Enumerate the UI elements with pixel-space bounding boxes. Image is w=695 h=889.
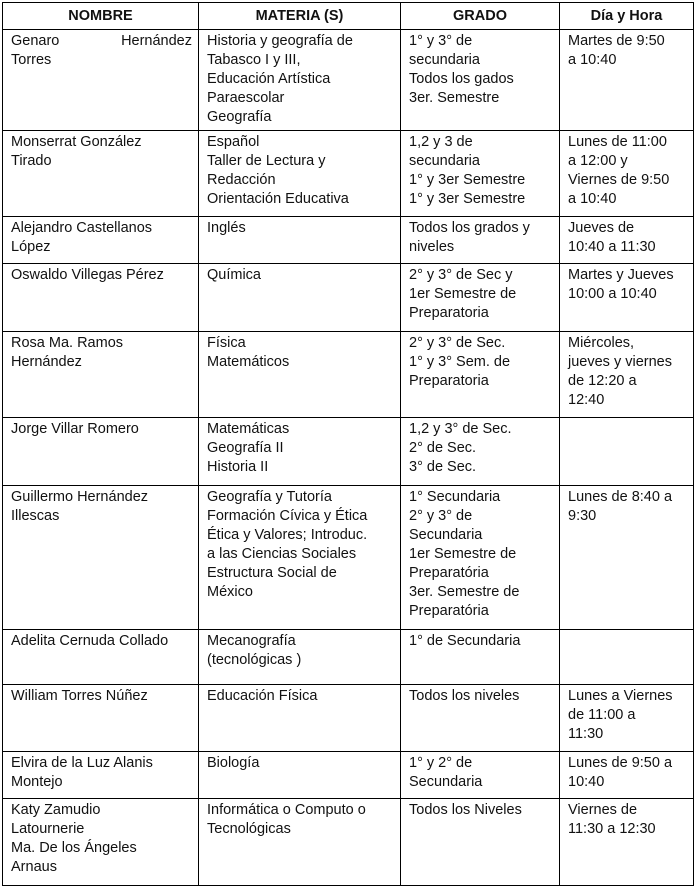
header-dia-hora: Día y Hora [560, 3, 694, 30]
grado-line: Preparatória [409, 602, 489, 619]
cell-nombre [3, 752, 199, 799]
grado-line: 2° y 3° de Sec. [409, 334, 506, 351]
grado-line: 2° y 3° de Sec y [409, 267, 513, 284]
materia-line: (tecnológicas ) [207, 652, 302, 669]
grado-line: 1° y 2° de [409, 755, 473, 772]
hora-line: 10:40 a 11:30 [568, 239, 656, 256]
cell-materia [199, 485, 401, 630]
nombre-line: Tirado [11, 152, 52, 169]
grado-line: 2° y 3° de [409, 507, 473, 524]
nombre-line: William Torres Núñez [11, 687, 148, 704]
hora-line: 11:30 a 12:30 [568, 821, 656, 838]
hora-line: 9:30 [568, 507, 597, 524]
grado-line: Secundaria [409, 774, 483, 791]
hora-line: de 11:00 a [568, 706, 636, 723]
cell-materia [199, 331, 401, 418]
grado-line: niveles [409, 239, 455, 256]
materia-line: Tabasco I y III, [207, 52, 301, 68]
materia-line: Formación Cívica y Ética [207, 507, 368, 524]
grado-line: 3er. Semestre de [409, 583, 520, 600]
nombre-line: López [11, 239, 51, 256]
grado-line: 1° y 3° Sem. de [409, 353, 511, 370]
nombre-line: Torres [11, 52, 52, 68]
table-row [3, 30, 694, 131]
nombre-line: Hernández [11, 353, 82, 370]
cell-grado [401, 485, 560, 630]
materia-line: Orientación Educativa [207, 190, 349, 207]
hora-line: de 12:20 a [568, 372, 637, 389]
hora-line: Viernes de [568, 802, 638, 819]
materia-line: Informática o Computo o [207, 802, 366, 819]
materia-line: Redacción [207, 171, 276, 188]
hora-line: Miércoles, [568, 334, 635, 351]
cell-materia [199, 684, 401, 751]
materia-line: Inglés [207, 220, 246, 237]
cell-nombre [3, 418, 199, 485]
hora-line: Martes de 9:50 [568, 33, 665, 49]
header-nombre: NOMBRE [3, 3, 199, 30]
grado-line: 2° de Sec. [409, 440, 477, 457]
cell-grado [401, 799, 560, 886]
cell-grado [401, 418, 560, 485]
cell-hora [560, 331, 694, 418]
hora-line: Jueves de [568, 220, 635, 237]
grado-line: Todos los Niveles [409, 802, 522, 819]
materia-line: Geografía [207, 109, 272, 125]
grado-line: Todos los grados y [409, 220, 530, 237]
nombre-line: Monserrat González [11, 133, 142, 150]
grado-line: 1er Semestre de [409, 545, 517, 562]
hora-line: 10:40 [568, 774, 605, 791]
grado-line: Preparatória [409, 564, 489, 581]
materia-line: Educación Física [207, 687, 318, 704]
grado-line: 1er Semestre de [409, 286, 517, 303]
grado-line: 1° y 3er Semestre [409, 190, 526, 207]
cell-materia [199, 752, 401, 799]
cell-nombre [3, 264, 199, 331]
grado-line: secundaria [409, 152, 480, 169]
cell-hora [560, 217, 694, 264]
cell-grado [401, 752, 560, 799]
cell-hora [560, 418, 694, 485]
cell-nombre [3, 485, 199, 630]
nombre-line: Latournerie [11, 821, 85, 838]
grado-line: secundaria [409, 52, 480, 68]
materia-line: Matemáticos [207, 353, 290, 370]
materia-line: a las Ciencias Sociales [207, 545, 357, 562]
materia-line: Historia II [207, 459, 269, 476]
hora-line: 11:30 [568, 725, 604, 742]
grado-line: Preparatoria [409, 305, 489, 322]
materia-line: Mecanografía [207, 633, 296, 650]
grado-line: 3° de Sec. [409, 459, 477, 476]
nombre-line: Montejo [11, 774, 63, 791]
cell-hora [560, 752, 694, 799]
nombre-line: Rosa Ma. Ramos [11, 334, 124, 351]
cell-grado [401, 264, 560, 331]
table-row [3, 799, 694, 886]
nombre-line: Jorge Villar Romero [11, 421, 139, 438]
cell-nombre [3, 30, 199, 131]
cell-grado [401, 130, 560, 217]
materia-line: Español [207, 133, 260, 150]
grado-line: 1,2 y 3 de [409, 133, 473, 150]
cell-nombre [3, 130, 199, 217]
nombre-line: Guillermo Hernández [11, 488, 149, 505]
cell-materia [199, 30, 401, 131]
cell-hora [560, 684, 694, 751]
nombre-line: Genaro Hernández [11, 33, 192, 49]
nombre-line: Illescas [11, 507, 60, 524]
table-header [3, 3, 694, 30]
table-row [3, 418, 694, 485]
materia-line: México [207, 583, 253, 600]
cell-nombre [3, 217, 199, 264]
cell-materia [199, 130, 401, 217]
materia-line: Historia y geografía de [207, 33, 353, 49]
cell-materia [199, 799, 401, 886]
grado-line: Preparatoria [409, 372, 489, 389]
grado-line: 1° y 3er Semestre [409, 171, 526, 188]
nombre-line: Ma. De los Ángeles [11, 840, 137, 857]
hora-line: Martes y Jueves [568, 267, 674, 284]
nombre-line: Oswaldo Villegas Pérez [11, 267, 164, 284]
hora-line: Viernes de 9:50 [568, 171, 670, 188]
materia-line: Tecnológicas [207, 821, 291, 838]
cell-nombre [3, 799, 199, 886]
cell-nombre [3, 630, 199, 684]
materia-line: Biología [207, 755, 260, 772]
table-row [3, 485, 694, 630]
grado-line: 1° de Secundaria [409, 633, 521, 650]
materia-line: Paraescolar [207, 90, 285, 106]
grado-line: 3er. Semestre [409, 90, 500, 106]
table-row [3, 130, 694, 217]
hora-line: a 10:40 [568, 190, 617, 207]
hora-line: Lunes de 8:40 a [568, 488, 673, 505]
grado-line: 1° Secundaria [409, 488, 501, 505]
cell-grado [401, 30, 560, 131]
grado-line: Todos los gados [409, 71, 514, 87]
header-grado: GRADO [401, 3, 560, 30]
cell-materia [199, 264, 401, 331]
hora-line: a 10:40 [568, 52, 617, 68]
materia-line: Geografía y Tutoría [207, 488, 332, 505]
nombre-line: Adelita Cernuda Collado [11, 633, 169, 650]
table-row [3, 264, 694, 331]
cell-materia [199, 418, 401, 485]
hora-line: 10:00 a 10:40 [568, 286, 657, 303]
cell-hora [560, 799, 694, 886]
grado-line: Secundaria [409, 526, 483, 543]
table-row [3, 331, 694, 418]
cell-hora [560, 130, 694, 217]
materia-line: Educación Artística [207, 71, 331, 87]
nombre-line: Elvira de la Luz Alanis [11, 755, 153, 772]
table-row [3, 752, 694, 799]
materia-line: Física [207, 334, 246, 351]
header-materia: MATERIA (S) [199, 3, 401, 30]
cell-hora [560, 630, 694, 684]
hora-line: Lunes de 9:50 a [568, 755, 673, 772]
cell-nombre [3, 331, 199, 418]
grado-line: Todos los niveles [409, 687, 520, 704]
table-body [3, 30, 694, 886]
materia-line: Geografía II [207, 440, 284, 457]
materia-line: Ética y Valores; Introduc. [207, 526, 368, 543]
nombre-line: Arnaus [11, 859, 57, 876]
cell-grado [401, 331, 560, 418]
nombre-line: Alejandro Castellanos [11, 220, 153, 237]
cell-materia [199, 217, 401, 264]
materia-line: Matemáticas [207, 421, 290, 438]
grado-line: 1° y 3° de [409, 33, 473, 49]
table-row [3, 217, 694, 264]
grado-line: 1,2 y 3° de Sec. [409, 421, 512, 438]
materia-line: Taller de Lectura y [207, 152, 326, 169]
cell-grado [401, 630, 560, 684]
cell-hora [560, 485, 694, 630]
table-row [3, 630, 694, 684]
hora-line: jueves y viernes [568, 353, 672, 370]
hora-line: 12:40 [568, 391, 605, 408]
header-row [3, 3, 694, 30]
hora-line: Lunes a Viernes [568, 687, 673, 704]
nombre-line: Katy Zamudio [11, 802, 101, 819]
cell-hora [560, 30, 694, 131]
cell-grado [401, 217, 560, 264]
cell-hora [560, 264, 694, 331]
hora-line: a 12:00 y [568, 152, 628, 169]
table-row [3, 684, 694, 751]
materia-line: Estructura Social de [207, 564, 337, 581]
schedule-table [2, 2, 694, 886]
cell-grado [401, 684, 560, 751]
materia-line: Química [207, 267, 261, 284]
cell-materia [199, 630, 401, 684]
cell-nombre [3, 684, 199, 751]
hora-line: Lunes de 11:00 [568, 133, 667, 150]
